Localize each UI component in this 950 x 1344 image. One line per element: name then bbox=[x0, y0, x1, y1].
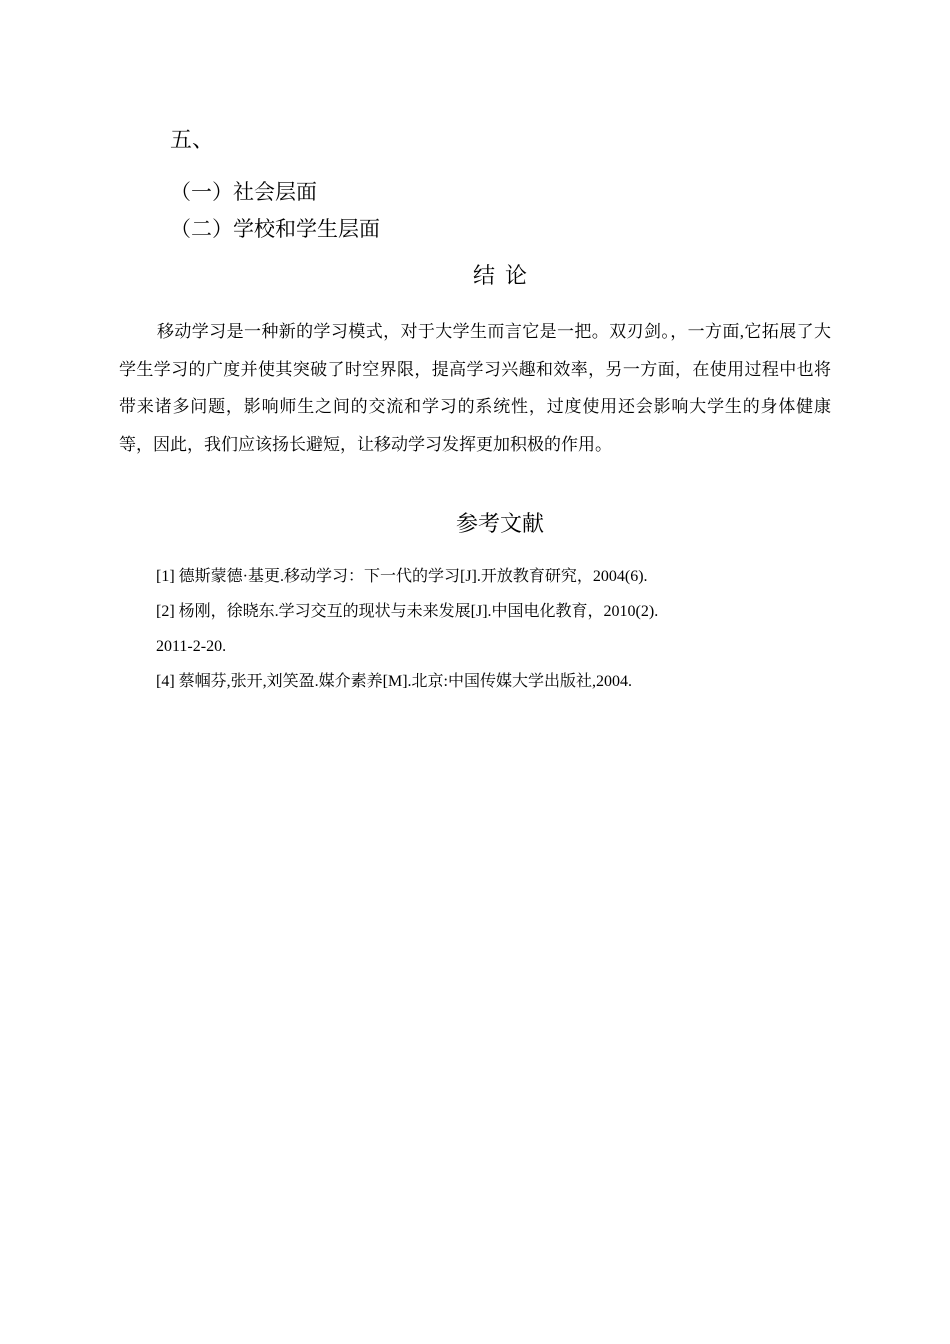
sub-heading-school-students: （二）学校和学生层面 bbox=[170, 217, 380, 241]
reference-item-1: [1] 德斯蒙德·基更.移动学习：下一代的学习[J].开放教育研究，2004(6). bbox=[156, 568, 648, 585]
section-heading: 五、 bbox=[170, 128, 215, 153]
sub-heading-society: （一）社会层面 bbox=[170, 180, 317, 204]
reference-item-3: 2011-2-20. bbox=[156, 638, 227, 655]
conclusion-paragraph: 移动学习是一种新的学习模式，对于大学生而言它是一把。双刃剑。，一方面,它拓展了大学生学习的广度并使其突破了时空界限，提高学习兴趣和效率，另一方面，在使用过程中也将带来诸多问题，影响师生之间的交流和学习的系统性，过度使用还会影响大学生的身体健康等，因此，我们应该扬长避短，让移动学习发挥更加积极的作用。 bbox=[119, 322, 831, 454]
references-title: 参考文献 bbox=[455, 512, 544, 537]
reference-item-2: [2] 杨刚，徐晓东.学习交互的现状与未来发展[J].中国电化教育，2010(2). bbox=[156, 603, 659, 620]
reference-item-4: [4] 蔡帼芬,张开,刘笑盈.媒介素养[M].北京:中国传媒大学出版社,2004. bbox=[156, 673, 632, 690]
conclusion-title: 结论 bbox=[472, 264, 537, 289]
